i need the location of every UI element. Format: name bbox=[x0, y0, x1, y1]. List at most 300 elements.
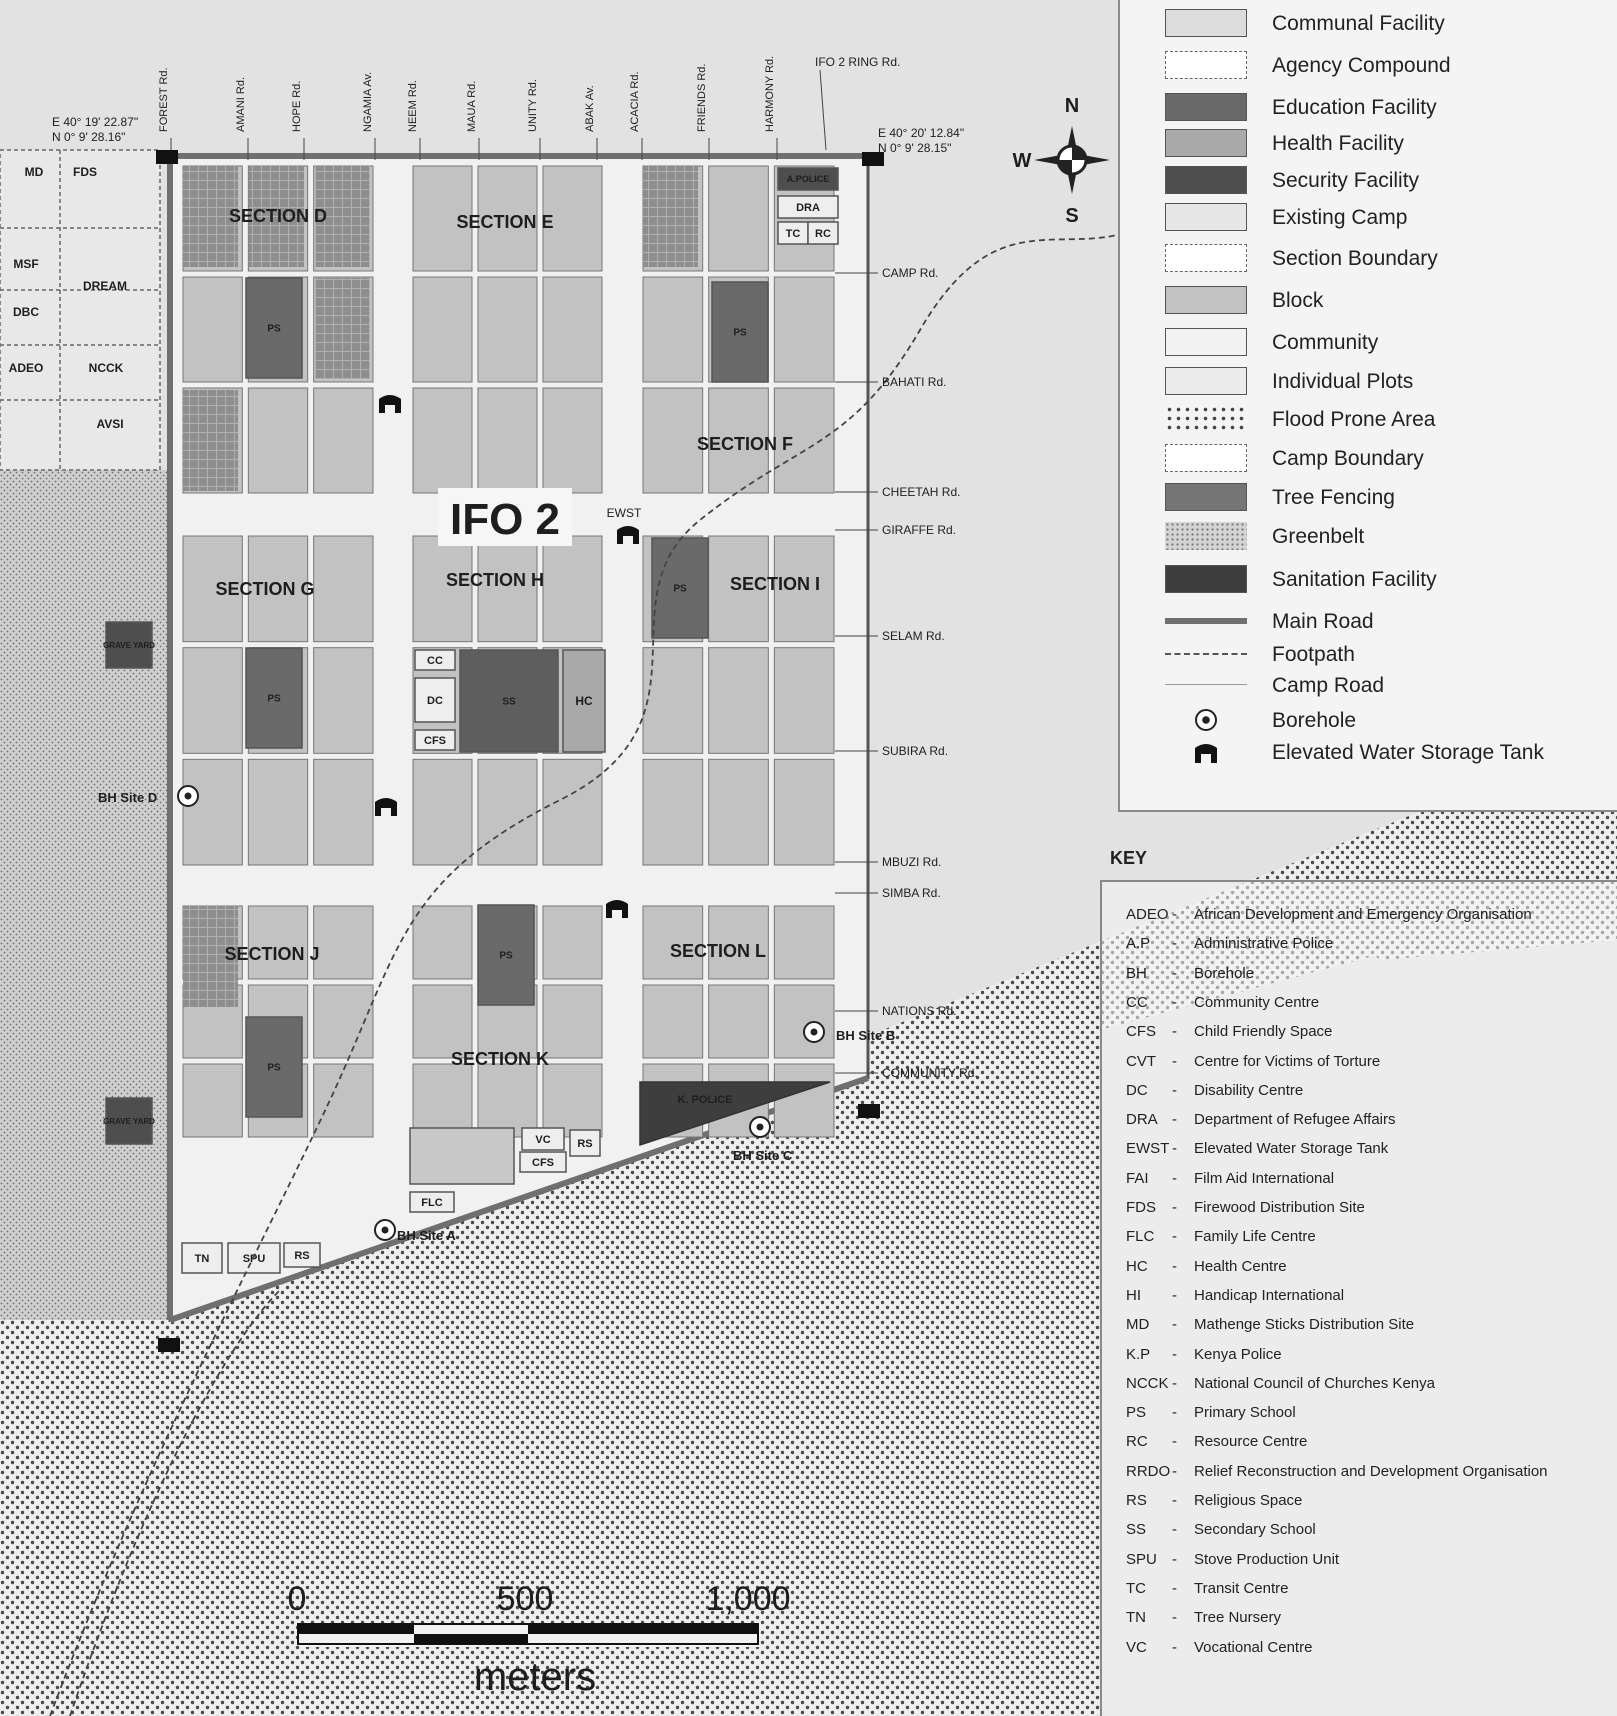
legend-swatch bbox=[1165, 328, 1247, 356]
key-entry bbox=[1102, 1195, 1617, 1221]
block bbox=[413, 1064, 472, 1137]
agency-fds-label: FDS bbox=[73, 165, 97, 179]
block bbox=[543, 388, 602, 493]
legend-item bbox=[1120, 703, 1617, 737]
key-entry bbox=[1102, 1283, 1617, 1309]
key-separator: - bbox=[1172, 1579, 1177, 1597]
block bbox=[248, 388, 307, 493]
key-definition: Disability Centre bbox=[1194, 1081, 1304, 1099]
block bbox=[248, 759, 307, 865]
legend-item bbox=[1120, 441, 1617, 475]
transit-centre-label: TC bbox=[785, 227, 801, 240]
borehole-c-label: BH Site C bbox=[733, 1148, 793, 1163]
agency-ncck-label: NCCK bbox=[88, 361, 124, 375]
legend-label: Elevated Water Storage Tank bbox=[1272, 741, 1544, 764]
key-entry bbox=[1102, 1517, 1617, 1543]
key-entry bbox=[1102, 1459, 1617, 1485]
block bbox=[709, 166, 769, 271]
key-separator: - bbox=[1172, 1609, 1177, 1627]
key-entry bbox=[1102, 1547, 1617, 1573]
stove-production-unit-label: SPU bbox=[242, 1252, 266, 1265]
key-abbr: HI bbox=[1126, 1286, 1141, 1304]
primary-school-3-label: PS bbox=[673, 583, 687, 595]
key-entry bbox=[1102, 1312, 1617, 1338]
grave-yard-north-label: GRAVE YARD bbox=[103, 640, 155, 650]
coord-ne-east: E 40° 20' 12.84" bbox=[878, 126, 965, 140]
key-separator: - bbox=[1172, 1462, 1177, 1480]
legend-swatch bbox=[1195, 741, 1217, 763]
key-entry bbox=[1102, 931, 1617, 957]
key-separator: - bbox=[1172, 1492, 1177, 1509]
section-k-label: SECTION K bbox=[450, 1049, 550, 1069]
block bbox=[413, 906, 472, 979]
key-entry bbox=[1102, 1078, 1617, 1104]
key-entry bbox=[1102, 1224, 1617, 1250]
block bbox=[183, 1064, 242, 1137]
key-entry bbox=[1102, 1254, 1617, 1280]
top-road-2-label: AMANI Rd. bbox=[235, 76, 247, 132]
section-f-label: SECTION F bbox=[696, 434, 794, 454]
key-definition: Borehole bbox=[1194, 964, 1255, 982]
compass-s-label: S bbox=[1065, 205, 1079, 227]
key-definition: Kenya Police bbox=[1194, 1345, 1282, 1363]
right-road-9-label: NATIONS Rd. bbox=[882, 1004, 957, 1018]
key-definition: Transit Centre bbox=[1194, 1579, 1289, 1597]
legend-label: Individual Plots bbox=[1272, 370, 1414, 393]
key-entry bbox=[1102, 1488, 1617, 1514]
legend-swatch bbox=[1165, 684, 1247, 685]
legend-label: Community bbox=[1272, 331, 1379, 354]
block bbox=[643, 759, 703, 865]
block bbox=[543, 759, 602, 865]
key-abbr: TN bbox=[1126, 1609, 1146, 1627]
key-definition: Vocational Centre bbox=[1194, 1638, 1313, 1656]
key-entry bbox=[1102, 961, 1617, 987]
borehole-a-center bbox=[382, 1227, 389, 1234]
key-abbr: EWST bbox=[1126, 1140, 1170, 1158]
key-separator: - bbox=[1172, 1286, 1177, 1304]
greenbelt-block bbox=[643, 166, 698, 267]
block bbox=[478, 277, 537, 382]
key-definition: African Development and Emergency Organisation bbox=[1194, 906, 1532, 923]
block bbox=[709, 648, 769, 754]
key-definition: Relief Reconstruction and Development Organisation bbox=[1194, 1462, 1548, 1480]
legend-label: Main Road bbox=[1272, 610, 1374, 633]
legend-label: Section Boundary bbox=[1272, 247, 1438, 270]
legend-swatch bbox=[1165, 405, 1247, 433]
key-definition: Community Centre bbox=[1194, 993, 1320, 1011]
legend-label: Footpath bbox=[1272, 643, 1355, 666]
key-abbr: MD bbox=[1126, 1316, 1150, 1334]
primary-school-2-label: PS bbox=[733, 327, 747, 339]
scale-tick-0: 0 bbox=[287, 1580, 307, 1618]
right-road-5-label: SELAM Rd. bbox=[882, 629, 945, 643]
legend-label: Education Facility bbox=[1272, 96, 1437, 119]
compass-w-label: W bbox=[1012, 150, 1032, 172]
legend-label: Camp Boundary bbox=[1272, 447, 1424, 470]
key-entry bbox=[1102, 1576, 1617, 1602]
block bbox=[314, 648, 373, 754]
right-road-7-label: MBUZI Rd. bbox=[882, 855, 942, 869]
key-entry bbox=[1102, 902, 1617, 928]
scale-seg-3 bbox=[528, 1624, 758, 1634]
key-definition: Firewood Distribution Site bbox=[1194, 1199, 1365, 1216]
key-entry bbox=[1102, 1635, 1617, 1661]
key-abbr: A.P bbox=[1126, 935, 1151, 953]
key-definition: Religious Space bbox=[1194, 1492, 1303, 1509]
legend-item bbox=[1120, 283, 1617, 317]
legend-label: Agency Compound bbox=[1272, 54, 1451, 77]
legend-swatch bbox=[1165, 565, 1247, 593]
key-definition: Centre for Victims of Torture bbox=[1194, 1052, 1381, 1070]
legend-swatch bbox=[1165, 9, 1247, 37]
key-separator: - bbox=[1172, 1404, 1177, 1422]
block bbox=[314, 536, 373, 642]
right-road-1-label: CAMP Rd. bbox=[882, 266, 939, 280]
key-separator: - bbox=[1172, 1433, 1177, 1451]
legend-label: Security Facility bbox=[1272, 169, 1420, 192]
block bbox=[643, 277, 703, 382]
child-friendly-space-label: CFS bbox=[424, 734, 446, 747]
block bbox=[478, 759, 537, 865]
coord-nw-east: E 40° 19' 22.87" bbox=[52, 115, 139, 129]
legend-label: Tree Fencing bbox=[1272, 486, 1395, 509]
legend-item bbox=[1120, 637, 1617, 671]
key-abbr: DC bbox=[1126, 1081, 1148, 1099]
coord-nw-north: N 0° 9' 28.16" bbox=[52, 130, 126, 144]
key-abbr: PS bbox=[1126, 1404, 1147, 1422]
key-separator: - bbox=[1172, 906, 1177, 923]
agency-msf-label: MSF bbox=[13, 257, 39, 271]
coord-ne-north: N 0° 9' 28.15" bbox=[878, 141, 952, 155]
block bbox=[543, 985, 602, 1058]
legend-item bbox=[1120, 90, 1617, 124]
block bbox=[643, 388, 703, 493]
block bbox=[774, 1064, 834, 1137]
section-j-label: SECTION J bbox=[224, 944, 320, 964]
corner-marker-1 bbox=[156, 150, 178, 164]
key-definition: Department of Refugee Affairs bbox=[1194, 1111, 1396, 1129]
block bbox=[543, 277, 602, 382]
religious-space-label: RS bbox=[294, 1249, 310, 1262]
section-i-label: SECTION I bbox=[729, 574, 821, 594]
legend-item bbox=[1120, 668, 1617, 702]
scale-seg-1 bbox=[298, 1624, 414, 1634]
legend-label: Flood Prone Area bbox=[1272, 408, 1436, 431]
key-definition: Administrative Police bbox=[1194, 935, 1334, 953]
legend-swatch bbox=[1165, 286, 1247, 314]
legend-label: Communal Facility bbox=[1272, 12, 1445, 35]
family-life-centre-label: FLC bbox=[421, 1196, 443, 1209]
borehole-b-center bbox=[811, 1029, 818, 1036]
legend-panel bbox=[1118, 0, 1617, 812]
map-title: IFO 2 bbox=[449, 495, 561, 544]
key-definition: Secondary School bbox=[1194, 1521, 1316, 1539]
dept-refugee-affairs-label: DRA bbox=[796, 201, 820, 214]
legend-item bbox=[1120, 6, 1617, 40]
legend-swatch bbox=[1165, 483, 1247, 511]
block bbox=[543, 536, 602, 642]
section-d-label: SECTION D bbox=[228, 206, 328, 226]
key-definition: Primary School bbox=[1194, 1404, 1296, 1422]
top-road-1-label: FOREST Rd. bbox=[158, 67, 170, 132]
legend-label: Greenbelt bbox=[1272, 525, 1365, 548]
legend-label: Existing Camp bbox=[1272, 206, 1408, 229]
legend-label: Borehole bbox=[1272, 709, 1357, 732]
key-definition: Elevated Water Storage Tank bbox=[1194, 1140, 1389, 1158]
key-separator: - bbox=[1172, 1111, 1177, 1129]
key-separator: - bbox=[1172, 1257, 1177, 1275]
secondary-school-label: SS bbox=[502, 696, 516, 708]
legend-item bbox=[1120, 402, 1617, 436]
legend-swatch bbox=[1195, 709, 1217, 731]
key-entry bbox=[1102, 1166, 1617, 1192]
section-g-label: SECTION G bbox=[215, 579, 315, 599]
scale-tick-1000: 1,000 bbox=[705, 1580, 791, 1618]
block bbox=[774, 277, 834, 382]
key-panel bbox=[1100, 838, 1617, 1716]
legend-swatch bbox=[1165, 166, 1247, 194]
vocational-centre-label: VC bbox=[535, 1133, 551, 1146]
key-entry bbox=[1102, 990, 1617, 1016]
key-abbr: BH bbox=[1126, 964, 1147, 982]
legend-item bbox=[1120, 126, 1617, 160]
key-abbr: FLC bbox=[1126, 1228, 1155, 1246]
legend-item bbox=[1120, 562, 1617, 596]
tree-nursery-label: TN bbox=[194, 1252, 210, 1265]
key-abbr: SPU bbox=[1126, 1550, 1157, 1568]
primary-school-1-label: PS bbox=[267, 323, 281, 335]
key-abbr: K.P bbox=[1126, 1345, 1151, 1363]
legend-swatch bbox=[1165, 444, 1247, 472]
agency-dream-label: DREAM bbox=[83, 279, 127, 293]
grave-yard-south-label: GRAVE YARD bbox=[103, 1116, 155, 1126]
legend-swatch bbox=[1165, 367, 1247, 395]
key-definition: Handicap International bbox=[1194, 1286, 1345, 1304]
resource-centre-label: RC bbox=[815, 227, 831, 240]
greenbelt-block bbox=[183, 390, 238, 491]
borehole-d-center bbox=[185, 793, 192, 800]
legend-item bbox=[1120, 519, 1617, 553]
right-road-2-label: BAHATI Rd. bbox=[882, 375, 947, 389]
agency-md-label: MD bbox=[24, 165, 44, 179]
corner-marker-3 bbox=[858, 1104, 880, 1118]
key-abbr: SS bbox=[1126, 1521, 1147, 1539]
agency-adeo-label: ADEO bbox=[8, 361, 44, 375]
primary-school-5-label: PS bbox=[499, 950, 513, 962]
top-road-6-label: MAUA Rd. bbox=[466, 80, 478, 132]
legend-swatch bbox=[1165, 653, 1247, 655]
key-entry bbox=[1102, 1049, 1617, 1075]
right-road-10-label: COMMUNITY Rd. bbox=[882, 1066, 978, 1080]
section-e-label: SECTION E bbox=[456, 212, 554, 232]
right-road-3-label: CHEETAH Rd. bbox=[882, 485, 961, 499]
legend-item bbox=[1120, 364, 1617, 398]
key-entry bbox=[1102, 1342, 1617, 1368]
key-abbr: VC bbox=[1126, 1638, 1147, 1656]
section-h-label: SECTION H bbox=[445, 570, 545, 590]
primary-school-4-label: PS bbox=[267, 693, 281, 705]
water-tank-icon bbox=[1195, 741, 1217, 763]
borehole-b-label: BH Site B bbox=[836, 1028, 896, 1043]
top-road-9-label: ACACIA Rd. bbox=[629, 71, 641, 132]
legend-label: Camp Road bbox=[1272, 674, 1385, 697]
key-abbr: FAI bbox=[1126, 1169, 1149, 1187]
legend-item bbox=[1120, 604, 1617, 638]
key-abbr: RS bbox=[1126, 1492, 1147, 1509]
child-friendly-space-south-label: CFS bbox=[532, 1156, 554, 1169]
block bbox=[709, 759, 769, 865]
block bbox=[478, 388, 537, 493]
borehole-a-label: BH Site A bbox=[397, 1228, 456, 1243]
key-entry bbox=[1102, 1429, 1617, 1455]
legend-swatch bbox=[1165, 51, 1247, 79]
communal-area bbox=[410, 1128, 514, 1184]
ewst-label: EWST bbox=[606, 506, 642, 520]
block bbox=[543, 906, 602, 979]
top-road-4-label: NGAMIA Av. bbox=[362, 71, 374, 132]
legend-swatch bbox=[1165, 203, 1247, 231]
key-entry bbox=[1102, 1371, 1617, 1397]
key-abbr: DRA bbox=[1126, 1111, 1158, 1129]
legend-item bbox=[1120, 48, 1617, 82]
borehole-d-label: BH Site D bbox=[98, 790, 158, 805]
top-road-7-label: UNITY Rd. bbox=[527, 79, 539, 132]
legend-swatch bbox=[1165, 129, 1247, 157]
block bbox=[478, 1064, 537, 1137]
legend-label: Sanitation Facility bbox=[1272, 568, 1437, 591]
key-definition: Film Aid International bbox=[1194, 1169, 1335, 1187]
top-road-10-label: FRIENDS Rd. bbox=[696, 63, 708, 132]
key-abbr: HC bbox=[1126, 1257, 1148, 1275]
block bbox=[413, 277, 472, 382]
right-road-8-label: SIMBA Rd. bbox=[882, 886, 941, 900]
block bbox=[248, 906, 307, 979]
block bbox=[413, 759, 472, 865]
right-road-6-label: SUBIRA Rd. bbox=[882, 744, 949, 758]
key-definition: Stove Production Unit bbox=[1194, 1550, 1340, 1568]
scale-unit: meters bbox=[473, 1655, 597, 1699]
block bbox=[413, 388, 472, 493]
legend-item bbox=[1120, 735, 1617, 769]
key-separator: - bbox=[1172, 1052, 1177, 1070]
key-separator: - bbox=[1172, 1316, 1177, 1334]
compass-n-label: N bbox=[1064, 95, 1080, 117]
block bbox=[314, 759, 373, 865]
key-entry bbox=[1102, 1400, 1617, 1426]
key-definition: Child Friendly Space bbox=[1194, 1023, 1333, 1041]
administrative-police-label: A.POLICE bbox=[786, 174, 830, 185]
legend-swatch bbox=[1165, 618, 1247, 624]
key-separator: - bbox=[1172, 1374, 1177, 1392]
health-centre-label: HC bbox=[575, 694, 593, 709]
top-road-3-label: HOPE Rd. bbox=[291, 80, 303, 132]
disability-centre-label: DC bbox=[427, 694, 443, 707]
legend-item bbox=[1120, 241, 1617, 275]
key-abbr: ADEO bbox=[1126, 906, 1169, 923]
section-l-label: SECTION L bbox=[669, 941, 767, 961]
key-separator: - bbox=[1172, 1345, 1177, 1363]
block bbox=[314, 1064, 373, 1137]
legend-swatch bbox=[1165, 93, 1247, 121]
kenya-police-label: K. POLICE bbox=[677, 1094, 733, 1106]
block bbox=[314, 388, 373, 493]
block bbox=[413, 985, 472, 1058]
corner-marker-4 bbox=[158, 1338, 180, 1352]
key-definition: Resource Centre bbox=[1194, 1433, 1308, 1451]
legend-label: Health Facility bbox=[1272, 132, 1404, 155]
key-separator: - bbox=[1172, 1550, 1177, 1568]
key-definition: Mathenge Sticks Distribution Site bbox=[1194, 1316, 1415, 1334]
key-separator: - bbox=[1172, 1228, 1177, 1246]
agency-avsi-label: AVSI bbox=[96, 417, 124, 431]
borehole-c-center bbox=[757, 1124, 764, 1131]
top-road-11-label: HARMONY Rd. bbox=[764, 55, 776, 132]
key-definition: Family Life Centre bbox=[1194, 1228, 1316, 1246]
key-abbr: FDS bbox=[1126, 1199, 1156, 1216]
right-road-4-label: GIRAFFE Rd. bbox=[882, 523, 957, 537]
key-separator: - bbox=[1172, 993, 1177, 1011]
scale-tick-500: 500 bbox=[496, 1580, 554, 1618]
block bbox=[774, 759, 834, 865]
key-abbr: CVT bbox=[1126, 1052, 1156, 1070]
legend-swatch bbox=[1165, 522, 1247, 550]
key-separator: - bbox=[1172, 935, 1177, 953]
key-separator: - bbox=[1172, 1199, 1177, 1216]
key-separator: - bbox=[1172, 1023, 1177, 1041]
legend-swatch bbox=[1165, 244, 1247, 272]
key-entry bbox=[1102, 1019, 1617, 1045]
key-abbr: NCCK bbox=[1126, 1374, 1169, 1392]
key-entry bbox=[1102, 1605, 1617, 1631]
key-separator: - bbox=[1172, 1169, 1177, 1187]
key-definition: Health Centre bbox=[1194, 1257, 1287, 1275]
legend-item bbox=[1120, 325, 1617, 359]
block bbox=[774, 648, 834, 754]
religious-space-south-label: RS bbox=[577, 1137, 593, 1150]
block bbox=[314, 906, 373, 979]
top-road-5-label: NEEM Rd. bbox=[407, 80, 419, 132]
key-abbr: RC bbox=[1126, 1433, 1148, 1451]
key-entry bbox=[1102, 1136, 1617, 1162]
key-separator: - bbox=[1172, 1140, 1177, 1158]
key-definition: National Council of Churches Kenya bbox=[1194, 1374, 1435, 1392]
block bbox=[183, 277, 242, 382]
key-separator: - bbox=[1172, 1081, 1177, 1099]
key-list bbox=[1100, 880, 1617, 1716]
legend-item bbox=[1120, 200, 1617, 234]
key-abbr: TC bbox=[1126, 1579, 1146, 1597]
key-separator: - bbox=[1172, 964, 1177, 982]
block bbox=[543, 1064, 602, 1137]
community-centre-label: CC bbox=[427, 654, 443, 667]
key-separator: - bbox=[1172, 1638, 1177, 1656]
block bbox=[183, 759, 242, 865]
key-abbr: RRDO bbox=[1126, 1462, 1171, 1480]
key-entry bbox=[1102, 1107, 1617, 1133]
agency-dbc-label: DBC bbox=[13, 305, 39, 319]
key-definition: Tree Nursery bbox=[1194, 1609, 1281, 1627]
block bbox=[643, 985, 703, 1058]
key-separator: - bbox=[1172, 1521, 1177, 1539]
top-road-8-label: ABAK Av. bbox=[584, 85, 596, 132]
key-abbr: CFS bbox=[1126, 1023, 1156, 1041]
block bbox=[183, 648, 242, 754]
block bbox=[709, 985, 769, 1058]
greenbelt-west bbox=[0, 470, 170, 1320]
key-abbr: CC bbox=[1126, 993, 1148, 1011]
key-title: KEY bbox=[1110, 848, 1148, 868]
